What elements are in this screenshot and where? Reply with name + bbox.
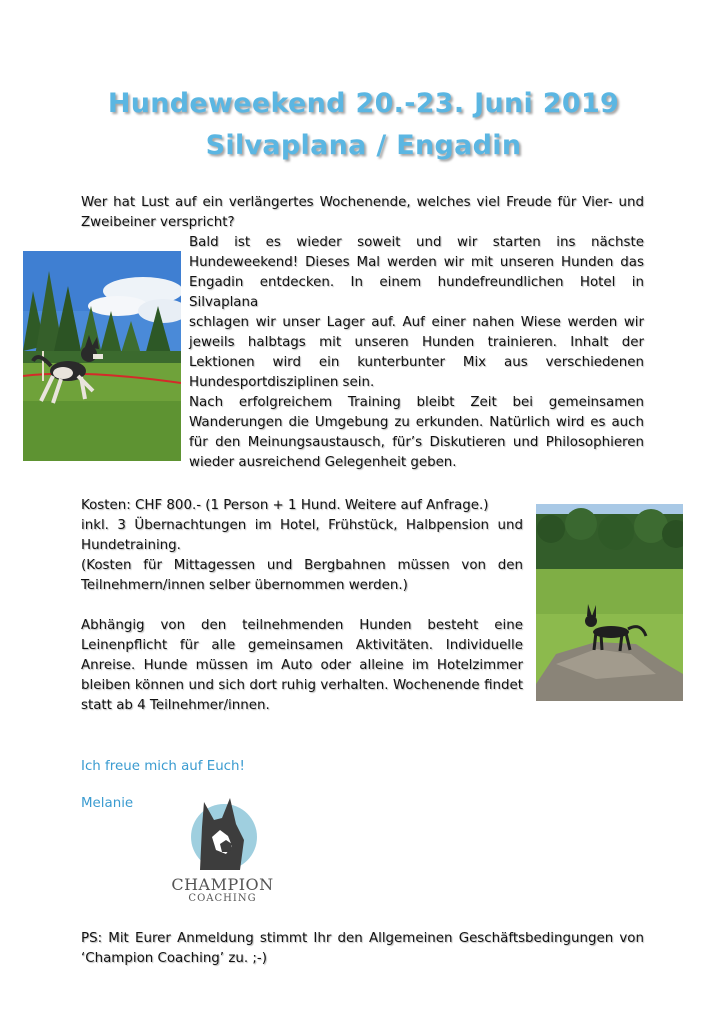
text-line: Engadin entdecken. In einem hundefreundlichen Hotel in Silvaplana (189, 275, 644, 310)
text-line: Wanderungen die Umgebung zu erkunden. Natürlich wird es auch (189, 415, 644, 430)
text-line: Anreise. Hunde müssen im Auto oder alleine im Hotelzimmer (81, 658, 523, 673)
text-line: Abhängig von den teilnehmenden Hunden besteht eine (81, 618, 523, 633)
dog-on-rock-photo (536, 504, 683, 701)
text-line: für den Meinungsaustausch, für’s Diskutieren und Philosophieren (189, 435, 644, 450)
intro-text (81, 193, 644, 233)
text-line: (Kosten für Mittagessen und Bergbahnen müssen von den (81, 558, 523, 573)
signature-text: Melanie (81, 796, 134, 811)
page-title: Hundeweekend 20.-23. Juni 2019 (107, 88, 620, 119)
rules-paragraph (81, 616, 523, 716)
text-line: statt ab 4 Teilnehmer/innen. (81, 698, 270, 713)
text-line: ‘Champion Coaching’ zu. ;-) (81, 951, 267, 966)
text-line: Kosten: CHF 800.- (1 Person + 1 Hund. Weitere auf Anfrage.) (81, 498, 489, 513)
logo-subtitle: COACHING (188, 893, 257, 904)
text-line: inkl. 3 Übernachtungen im Hotel, Frühstück, Halbpension und (81, 518, 523, 533)
text-line: Lektionen wird ein kunterbunter Mix aus verschiedenen (189, 355, 644, 370)
champion-coaching-dog-logo (160, 792, 285, 872)
text-line: jeweils halbtags mit unseren Hunden trainieren. Inhalt der (189, 335, 644, 350)
dog-on-rock-photo (536, 504, 683, 701)
text-line: Hundetraining. (81, 538, 181, 553)
text-line: Bald ist es wieder soweit und wir starten ins nächste (189, 235, 644, 250)
closing-text: Ich freue mich auf Euch! (81, 759, 245, 774)
text-line: wieder ausreichend Gelegenheit geben. (189, 455, 457, 470)
logo-name: CHAMPION (171, 875, 274, 894)
text-line: schlagen wir unser Lager auf. Auf einer nahen Wiese werden wir (189, 315, 644, 330)
dog-running-photo (23, 251, 181, 461)
text-line: PS: Mit Eurer Anmeldung stimmt Ihr den Allgemeinen Geschäftsbedingungen von (81, 931, 644, 946)
text-line: Zweibeiner verspricht? (81, 215, 235, 230)
ps-note (81, 929, 644, 969)
text-line: bleiben können und sich dort ruhig verhalten. Wochenende findet (81, 678, 523, 693)
text-line: Hundeweekend! Dieses Mal werden wir mit unseren Hunden das (189, 255, 644, 270)
page-subtitle: Silvaplana / Engadin (205, 130, 522, 161)
text-line: Leinenpflicht für alle gemeinsamen Aktivitäten. Individuelle (81, 638, 523, 653)
text-line: Wer hat Lust auf ein verlängertes Wochenende, welches viel Freude für Vier- und (81, 195, 644, 210)
description-paragraph (189, 233, 644, 473)
costs-paragraph (81, 496, 523, 596)
text-line: Teilnehmern/innen selber übernommen werden.) (81, 578, 408, 593)
text-line: Hundesportdisziplinen sein. (189, 375, 375, 390)
text-line: Nach erfolgreichem Training bleibt Zeit bei gemeinsamen (189, 395, 644, 410)
champion-coaching-logo (160, 792, 285, 907)
dog-running-on-meadow-photo (23, 251, 181, 461)
